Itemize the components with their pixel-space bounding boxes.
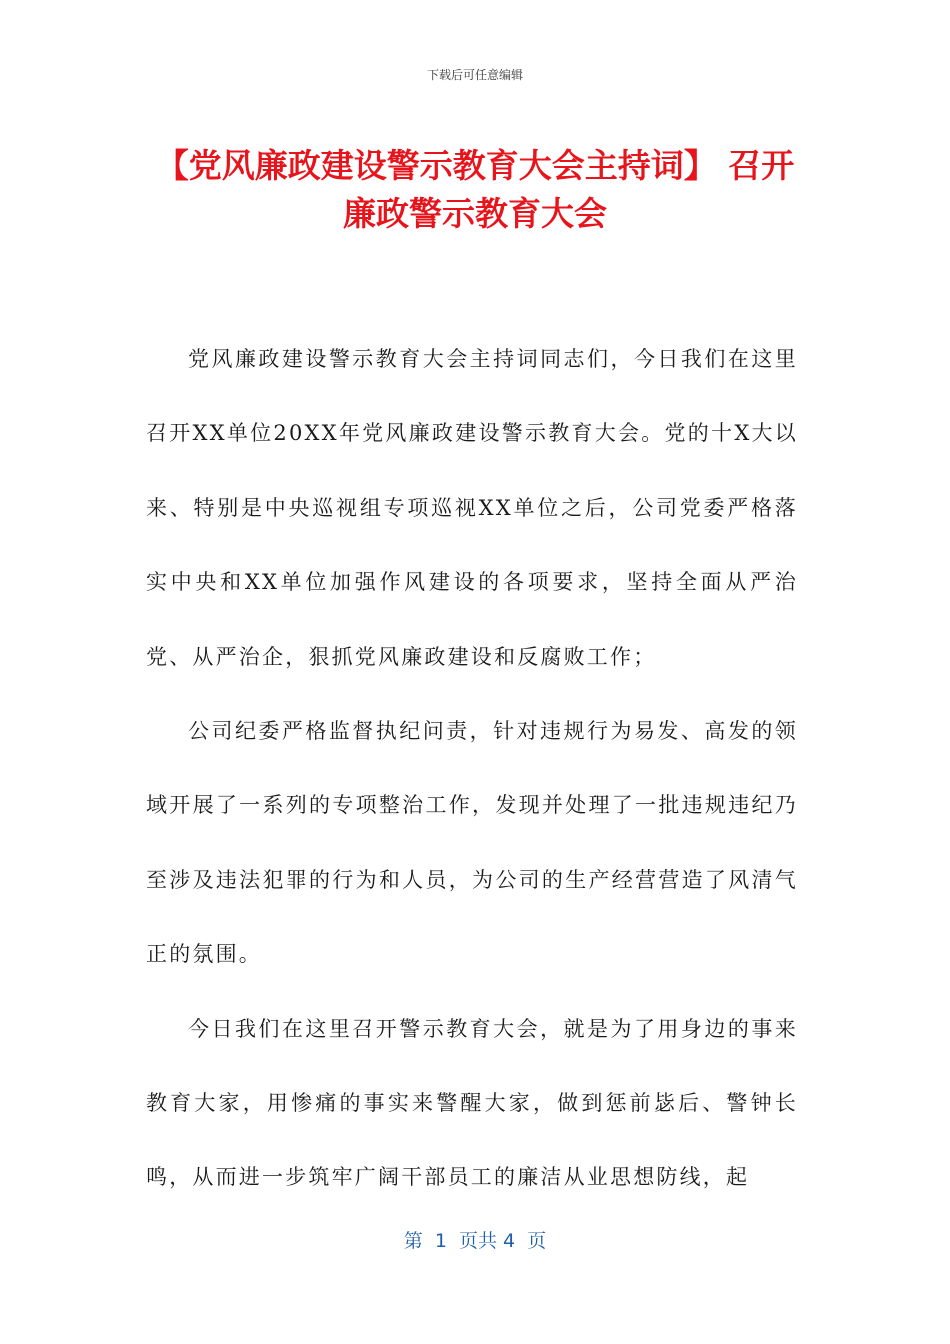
paragraph-3: 今日我们在这里召开警示教育大会，就是为了用身边的事来教育大家，用惨痛的事实来警醒大家，做到惩前毖后、警钟长鸣，从而进一步筑牢广阔干部员工的廉洁从业思想防线，起 [146, 1016, 798, 1190]
page-number-footer: 第 1 页共 4 页 [403, 1230, 547, 1252]
download-note: 下载后可任意编辑 [426, 68, 523, 82]
paragraph-2: 公司纪委严格监督执纪问责，针对违规行为易发、高发的领域开展了一系列的专项整治工作，发现并处理了一批违规违纪乃至涉及违法犯罪的行为和人员，为公司的生产经营营造了风清气正的氛围。 [146, 719, 798, 967]
document-title [120, 142, 830, 238]
document-body [146, 322, 798, 1215]
title-line-2: 廉政警示教育大会 [343, 194, 607, 233]
paragraph-1: 党风廉政建设警示教育大会主持词同志们，今日我们在这里召开XX单位20XX年党风廉政建设警示教育大会。党的十X大以来、特别是中央巡视组专项巡视XX单位之后，公司党委严格落实中央和XX单位加强作风建设的各项要求，坚持全面从严治党、从严治企，狠抓党风廉政建设和反腐败工作； [146, 347, 798, 669]
title-line-1: 【党风廉政建设警示教育大会主持词】 召开 [155, 146, 795, 185]
